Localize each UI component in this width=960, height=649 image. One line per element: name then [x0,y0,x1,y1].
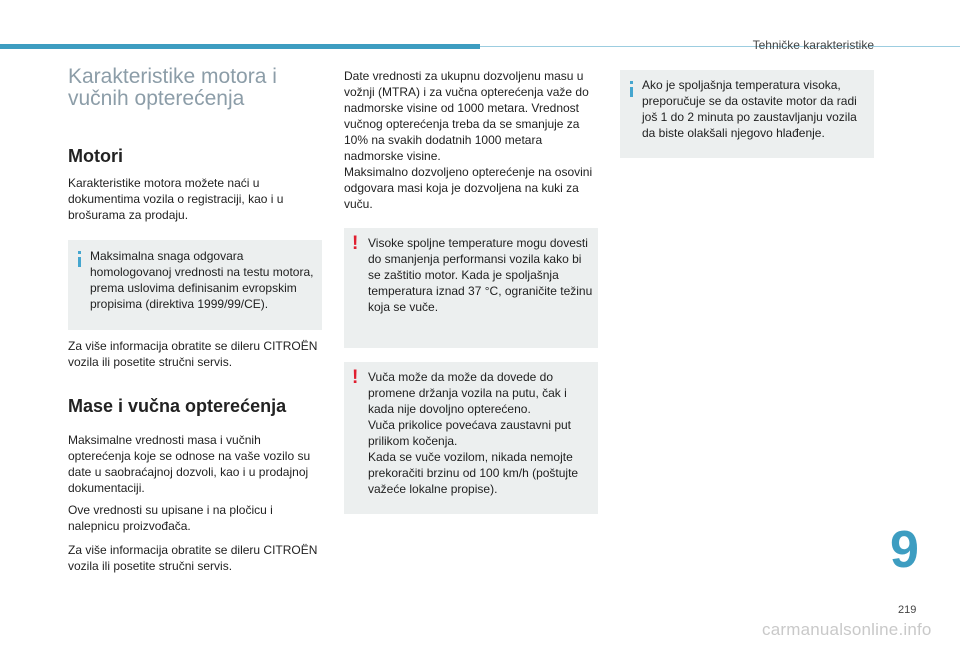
warning-icon: ! [352,367,359,388]
motori-paragraph: Karakteristike motora možete naći u dokumentima vozila o registraciji, kao i u brošurama za prodaju. [68,176,284,222]
mase-paragraph-2: Ove vrednosti su upisane i na pločicu i nalepnicu proizvođača. [68,503,273,533]
warning-box-temperature [344,228,598,348]
warning-icon: ! [352,233,359,254]
watermark: carmanualsonline.info [762,620,932,639]
warning-box-towing-text [368,369,596,497]
mase-paragraph-1: Maksimalne vrednosti masa i vučnih opterećenja koje se odnose na vaše vozilo su date u saobraćajnoj dozvoli, kao i u prodajnoj dokumentaciji. [68,433,311,495]
section-title: Tehničke karakteristike [752,38,874,52]
page-number: 219 [898,604,917,616]
chapter-number: 9 [890,521,919,579]
info-icon [76,251,90,267]
info-box-cooling [620,70,874,158]
info-box-power [68,240,322,330]
warning-towing-line-3: Kada se vuče vozilom, nikada nemojte prekoračiti brzinu od 100 km/h (poštujte važeće lokalne propise). [368,450,579,496]
warning-towing-line-1: Vuča može da može da dovede do promene držanja vozila na putu, čak i kada nije dovoljno opterećeno. [368,370,567,416]
info-paragraph-2: Za više informacija obratite se dileru CITROËN vozila ili posetite stručni servis. [68,543,318,573]
info-icon [628,81,642,97]
info-box-power-text: Maksimalna snaga odgovara homologovanoj vrednosti na testu motora, prema uslovima definisanim evropskim propisima (direktiva 1999/99/CE). [90,249,314,311]
info-paragraph-1: Za više informacija obratite se dileru CITROËN vozila ili posetite stručni servis. [68,339,318,369]
info-box-cooling-text: Ako je spoljašnja temperatura visoka, preporučuje se da ostavite motor da radi još 1 do 2 minuta po zaustavljanju vozila da biste olakšali njegovo hlađenje. [642,78,857,140]
axle-load-paragraph: Maksimalno dozvoljeno opterećenje na osovini odgovara masi koja je dozvoljena na kuki za vuču. [344,165,593,211]
mtra-paragraph: Date vrednosti za ukupnu dozvoljenu masu u vožnji (MTRA) i za vučna opterećenja važe do nadmorske visine od 1000 metara. Vrednost vučnog opterećenja treba da se smanjuje za 10% na svakih dodatnih 1000 metara nadmorske visine. [344,69,589,163]
header-rule [480,46,960,47]
warning-box-temperature-text: Visoke spoljne temperature mogu dovesti do smanjenja performansi vozila kako bi se zaštitio motor. Kada je spoljašnja temperatura iznad 37 °C, ograničite težinu koja se vuče. [368,236,593,314]
header-accent-bar [0,44,480,49]
heading-motori: Motori [68,146,123,166]
warning-towing-line-2: Vuča prikolice povećava zaustavni put prilikom kočenja. [368,418,572,448]
heading-mase: Mase i vučna opterećenja [68,396,287,416]
page-title: Karakteristike motora i vučnih opterećenja [68,65,277,110]
warning-box-towing [344,362,598,514]
